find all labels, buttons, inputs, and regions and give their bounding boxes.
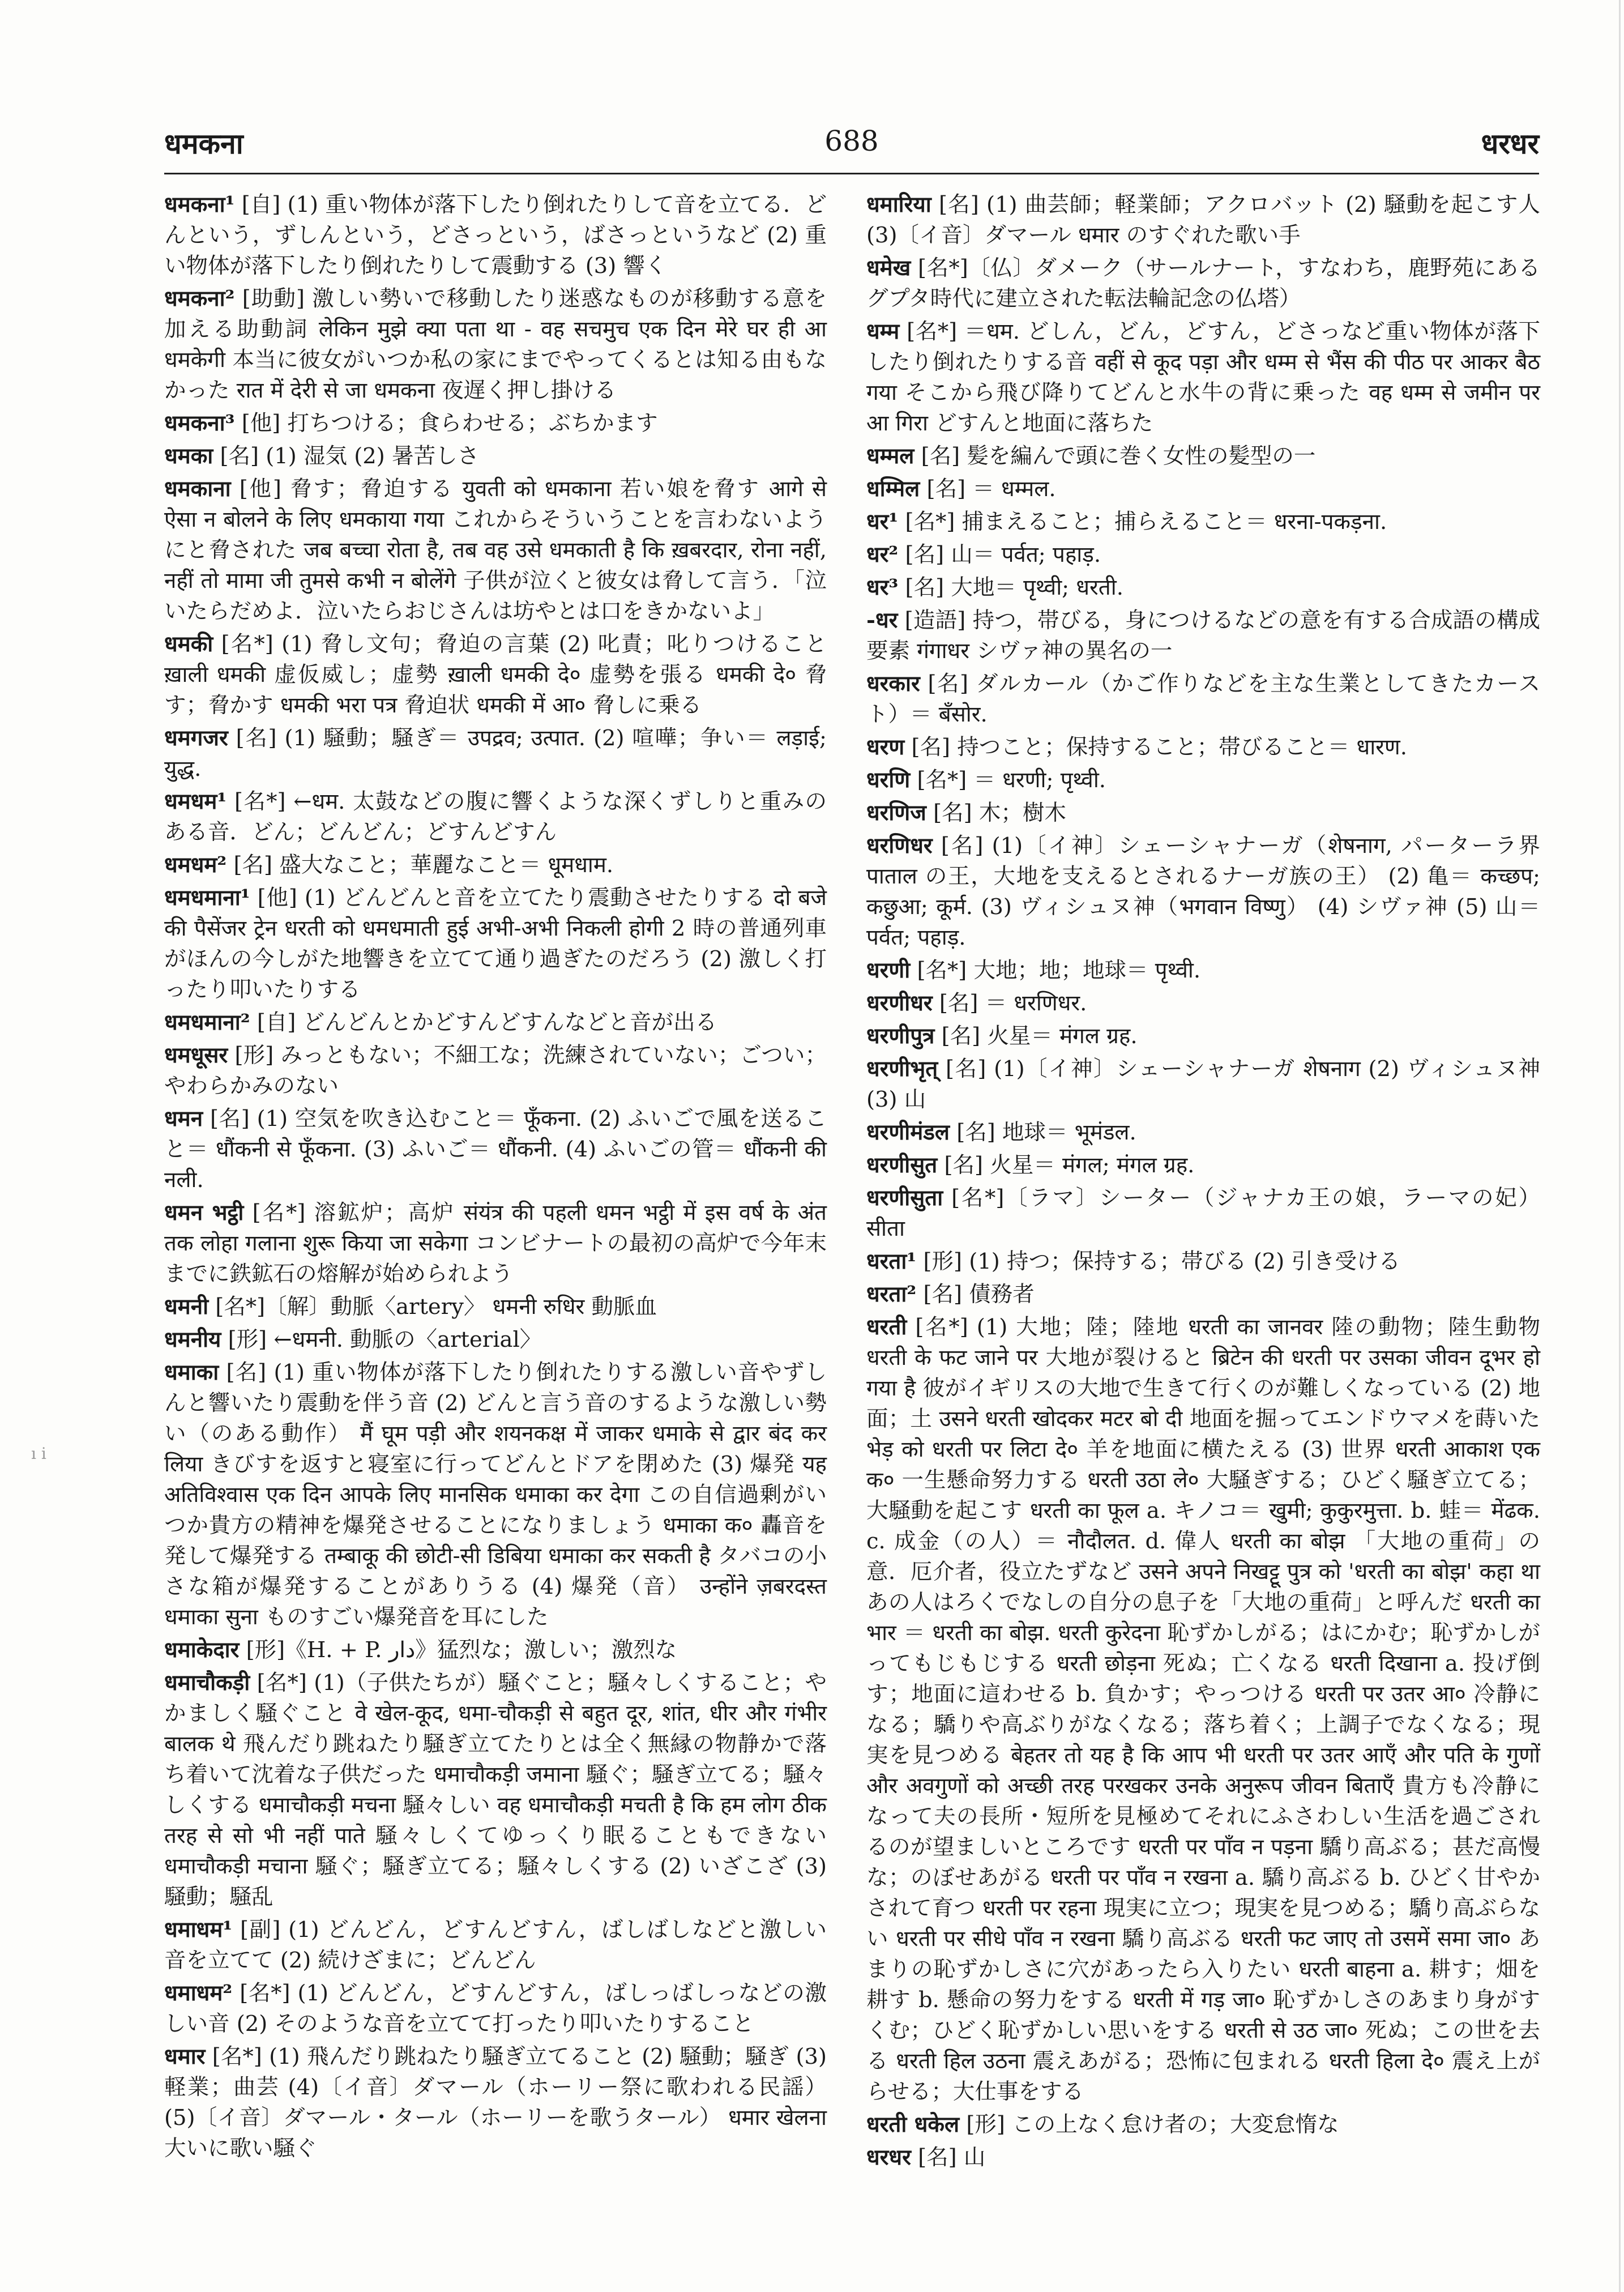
entry-headword: धम्मिल: [866, 476, 920, 502]
entry-definition: [形]《H. + P. دار》猛烈な；激しい；激烈な: [246, 1637, 677, 1663]
entry-definition: [名] (1) 重い物体が落下したり倒れたりする激しい音やずしんと響いたり震動を伴う音 (2) どんと言う音のするような激しい勢い（のある動作） मैं घूम पड़ी और शयनकक्ष में जाकर धमाके से द्वार बंद कर लिया きびすを返すと寝室に行ってどんとドアを閉めた (3) 爆発 यह अतिविश्वास एक दिन आपके लिए मानसिक धमाका कर देगा この自信過剰がいつか貴方の精神を爆発させることになりましょう धमाका क० 轟音を発して爆発する तम्बाकू की छोटी-सी डिबिया धमाका कर सकती है タバコの小さな箱が爆発することがありうる (4) 爆発（音） उन्होंने ज़बरदस्त धमाका सुना ものすごい爆発音を耳にした: [164, 1360, 827, 1630]
entry-definition: [名*] (1)（子供たちが）騒ぐこと；騒々しくすること；やかましく騒ぐこと वे खेल-कूद, धमा-चौकड़ी से बहुत दूर, शांत, धीर और गंभीर बालक थे 飛んだり跳ねたり騒ぎ立てたりとは全く無縁の物静かで落ち着いて沈着な子供だった धमाचौकड़ी जमाना 騒ぐ；騒ぎ立てる；騒々しくする धमाचौकड़ी मचना 騒々しい वह धमाचौकड़ी मचती है कि हम लोग ठीक तरह से सो भी नहीं पाते 騒々しくてゆっくり眠ることもできない धमाचौकड़ी मचाना 騒ぐ；騒ぎ立てる；騒々しくする (2) いざこざ (3) 騒動；騒乱: [164, 1670, 827, 1910]
entry-headword: धमकना³: [164, 411, 235, 436]
dictionary-entry: [164, 1635, 827, 1666]
entry-headword: धरणीसुता: [866, 1185, 943, 1211]
entry-definition: [名*] (1) 脅し文句；脅迫の言葉 (2) 叱責；叱りつけること ख़ाली धमकी 虚仮威し；虚勢 ख़ाली धमकी दे० 虚勢を張る धमकी दे० 脅す；脅かす धमकी भरा पत्र 脅迫状 धमकी में आ० 脅しに乗る: [164, 631, 827, 718]
dictionary-entry: [866, 669, 1540, 730]
left-column: [164, 190, 827, 2166]
entry-definition: [名] (1)〔イ神〕シェーシャナーガ（शेषनाग, パーターラ界 पाताल の王，大地を支えるとされるナーガ族の王） (2) 亀＝ कच्छप; कछुआ; कूर्म. (3) ヴィシュヌ神（भगवान विष्णु） (4) シヴァ神 (5) 山＝ पर्वत; पहाड़.: [866, 833, 1540, 950]
entry-definition: [名*]〔ラマ〕シーター（ジャナカ王の娘，ラーマの妃） सीता: [866, 1185, 1540, 1241]
entry-headword: धमधम¹: [164, 789, 227, 814]
entry-headword: धरणीधर: [866, 991, 933, 1016]
dictionary-entry: [866, 605, 1540, 667]
header-rule: [164, 173, 1539, 174]
dictionary-entry: [866, 2110, 1540, 2140]
dictionary-entry: [866, 2142, 1540, 2173]
dictionary-entry: [866, 190, 1540, 251]
dictionary-entry: [164, 441, 827, 472]
dictionary-entry: [866, 1312, 1540, 2107]
entry-headword: धर³: [866, 575, 899, 600]
entry-definition: [自] (1) 重い物体が落下したり倒れたりして音を立てる．どんという，ずしんという，どさっという，ばさっというなど (2) 重い物体が落下したり倒れたりして震動する (3) 響く: [164, 192, 827, 279]
entry-definition: [名] (1) 空気を吹き込むこと＝ फूँकना. (2) ふいごで風を送ること＝ धौंकनी से फूँकना. (3) ふいご＝ धौंकनी. (4) ふいごの管＝ धौंकनी की नली.: [164, 1106, 827, 1193]
entry-headword: धमाकेदार: [164, 1637, 240, 1663]
entry-definition: [名] 山: [918, 2145, 986, 2170]
entry-headword: धम्मल: [866, 443, 914, 469]
dictionary-entry: [866, 253, 1540, 314]
entry-definition: [名] 大地＝ पृथ्वी; धरती.: [905, 575, 1123, 600]
entry-headword: धमधम²: [164, 852, 227, 878]
dictionary-entry: [866, 1117, 1540, 1148]
entry-definition: [名] (1) 湿気 (2) 暑苦しさ: [220, 443, 480, 469]
page-edge: [1619, 0, 1621, 2292]
entry-definition: [他] 脅す；脅迫する युवती को धमकाना 若い娘を脅す आगे से ऐसा न बोलने के लिए धमकाया गया これからそういうことを言わないようにと脅された जब बच्चा रोता है, तब वह उसे धमकाती है कि ख़बरदार, रोना नहीं, नहीं तो मामा जी तुमसे कभी न बोलेंगे 子供が泣くと彼女は脅して言う．「泣いたらだめよ．泣いたらおじさんは坊やとは口をきかないよ」: [164, 476, 827, 624]
entry-definition: [名] 地球＝ भूमंडल.: [956, 1120, 1136, 1145]
dictionary-entry: [866, 1021, 1540, 1052]
dictionary-entry: [866, 732, 1540, 763]
dictionary-entry: [164, 1292, 827, 1322]
entry-definition: [名] (1)〔イ神〕シェーシャナーガ शेषनाग (2) ヴィシュヌ神 (3) 山: [866, 1056, 1540, 1112]
entry-headword: धमनीय: [164, 1327, 221, 1352]
entry-definition: [名*]〔仏〕ダメーク（サールナート，すなわち，鹿野苑にあるグプタ時代に建立された転法輪記念の仏塔）: [866, 255, 1540, 311]
entry-headword: धम्म: [866, 319, 900, 344]
dictionary-entry: [164, 787, 827, 848]
entry-headword: धमाका: [164, 1360, 219, 1385]
entry-definition: [名] 持つこと；保持すること；帯びること＝ धारण.: [911, 735, 1408, 760]
entry-definition: [名*] (1) どんどん，どすんどすん，ばしっばしっなどの激しい音 (2) そのような音を立てて打ったり叩いたりすること: [164, 1981, 827, 2037]
dictionary-entry: [866, 765, 1540, 796]
entry-headword: धमाचौकड़ी: [164, 1670, 250, 1696]
entry-definition: [形] この上なく怠け者の；大変怠惰な: [966, 2112, 1339, 2137]
entry-definition: [形] (1) 持つ；保持する；帯びる (2) 引き受ける: [923, 1249, 1401, 1274]
entry-headword: धमकना¹: [164, 192, 235, 217]
entry-definition: [造語] 持つ，帯びる，身につけるなどの意を有する合成語の構成要素 गंगाधर シヴァ神の異名の一: [866, 608, 1540, 664]
entry-headword: धर²: [866, 542, 899, 567]
entry-headword: धरती: [866, 1314, 907, 1340]
entry-headword: -धर: [866, 608, 898, 633]
entry-definition: [名] ＝ धम्मल.: [926, 476, 1056, 502]
entry-headword: धमधमाना²: [164, 1010, 250, 1035]
entry-definition: [名] ダルカール（かご作りなどを主な生業としてきたカースト）＝ बँसोर.: [866, 671, 1540, 727]
dictionary-entry: [164, 1008, 827, 1038]
entry-definition: [他] 打ちつける；食らわせる；ぶちかます: [241, 411, 658, 436]
entry-headword: धमारिया: [866, 192, 931, 217]
dictionary-entry: [164, 883, 827, 1005]
entry-definition: [名*] ＝धम. どしん，どん，どすん，どさっなど重い物体が落下したり倒れたりする音 वहीं से कूद पड़ा और धम्म से भैंस की पीठ पर आकर बैठ गया そこから飛び降りてどんと水牛の背に乗った वह धम्म से जमीन पर आ गिरा どすんと地面に落ちた: [866, 319, 1540, 436]
right-guideword: धरधर: [1481, 127, 1539, 160]
dictionary-entry: [866, 317, 1540, 439]
dictionary-entry: [866, 573, 1540, 603]
entry-definition: [名] (1) 曲芸師；軽業師；アクロバット (2) 騒動を起こす人 (3)〔イ音〕ダマール धमार のすぐれた歌い手: [866, 192, 1540, 248]
dictionary-entry: [164, 723, 827, 784]
entry-definition: [副] (1) どんどん，どすんどすん，ばしばしなどと激しい音を立てて (2) 続けざまに；どんどん: [164, 1917, 827, 1973]
dictionary-entry: [164, 2042, 827, 2164]
page-number: 688: [824, 125, 879, 157]
entry-headword: धमगजर: [164, 725, 228, 751]
entry-headword: धरता²: [866, 1282, 917, 1307]
entry-definition: [名*] 溶鉱炉；高炉 संयंत्र की पहली धमन भट्ठी में इस वर्ष के अंत तक लोहा गलाना शुरू किया जा सकेगा コンビナートの最初の高炉で今年末までに鉄鉱石の熔解が始められよう: [164, 1200, 827, 1287]
entry-definition: [名] 髪を編んで頭に巻く女性の髪型の一: [921, 443, 1316, 469]
dictionary-entry: [866, 798, 1540, 829]
left-guideword: धमकना: [164, 127, 243, 160]
dictionary-entry: [164, 1668, 827, 1913]
right-column: [866, 190, 1540, 2175]
dictionary-entry: [866, 507, 1540, 537]
entry-definition: [名*] (1) 大地；陸；陸地 धरती का जानवर 陸の動物；陸生動物 धरती के फट जाने पर 大地が裂けると ब्रिटेन की धरती पर उसका जीवन दूभर हो गया है 彼がイギリスの大地で生きて行くのが難しくなっている (2) 地面；土 उसने धरती खोदकर मटर बो दी 地面を掘ってエンドウマメを蒔いた भेड़ को धरती पर लिटा दे० 羊を地面に横たえる (3) 世界 धरती आकाश एक क० 一生懸命努力する धरती उठा ले० 大騒ぎする；ひどく騒ぎ立てる；大騒動を起こす धरती का फूल a. キノコ＝ खुमी; कुकुरमुत्ता. b. 蛙＝ मेंढक. c. 成金（の人）＝ नौदौलत. d. 偉人 धरती का बोझ 「大地の重荷」の意．厄介者，役立たずなど उसने अपने निखट्टू पुत्र को 'धरती का बोझ' कहा था あの人はろくでなしの自分の息子を「大地の重荷」と呼んだ धरती का भार ＝ धरती का बोझ. धरती कुरेदना 恥ずかしがる；はにかむ；恥ずかしがってもじもじする धरती छोड़ना 死ぬ；亡くなる धरती दिखाना a. 投げ倒す；地面に這わせる b. 負かす；やっつける धरती पर उतर आ० 冷静になる；驕りや高ぶりがなくなる；落ち着く；上調子でなくなる；現実を見つめる बेहतर तो यह है कि आप भी धरती पर उतर आएँ और पति के गुणों और अवगुणों को अच्छी तरह परखकर उनके अनुरूप जीवन बिताएँ 貴方も冷静になって夫の長所・短所を見極めてそれにふさわしい生活を過ごされるのが望ましいところです धरती पर पाँव न पड़ना 驕り高ぶる；甚だ高慢な；のぼせあがる धरती पर पाँव न रखना a. 驕り高ぶる b. ひどく甘やかされて育つ धरती पर रहना 現実に立つ；現実を見つめる；驕り高ぶらない धरती पर सीधे पाँव न रखना 驕り高ぶる धरती फट जाए तो उसमें समा जा० あまりの恥ずかしさに穴があったら入りたい धरती बाहना a. 耕す；畑を耕す b. 懸命の努力をする धरती में गड़ जा० 恥ずかしさのあまり身がすくむ；ひどく恥ずかしい思いをする धरती से उठ जा० 死ぬ；この世を去る धरती हिल उठना 震えあがる；恐怖に包まれる धरती हिला दे० 震え上がらせる；大仕事をする: [866, 1314, 1540, 2105]
dictionary-entry: [866, 955, 1540, 986]
entry-definition: [名*]〔解〕動脈〈artery〉 धमनी रुधिर 動脈血: [215, 1294, 657, 1320]
dictionary-entry: [866, 831, 1540, 953]
entry-headword: धरकार: [866, 671, 920, 697]
entry-definition: [名*] ＝ धरणी; पृथ्वी.: [917, 767, 1106, 793]
entry-definition: [名] 山＝ पर्वत; पहाड़.: [905, 542, 1101, 567]
entry-definition: [形] みっともない；不細工な；洗練されていない；ごつい；やわらかみのない: [164, 1043, 827, 1099]
dictionary-entry: [164, 190, 827, 281]
dictionary-entry: [164, 1358, 827, 1633]
dictionary-entry: [164, 1040, 827, 1102]
entry-headword: धमकाना: [164, 476, 231, 502]
entry-headword: धमका: [164, 443, 213, 469]
entry-definition: [形] ←धमनी. 動脈の〈arterial〉: [228, 1327, 542, 1352]
entry-headword: धरधर: [866, 2145, 911, 2170]
entry-headword: धमार: [164, 2044, 206, 2069]
entry-headword: धरणिज: [866, 800, 926, 826]
gutter-mark: ı i: [31, 1444, 46, 1463]
dictionary-entry: [866, 1150, 1540, 1181]
entry-headword: धरती धकेल: [866, 2112, 960, 2137]
entry-headword: धरण: [866, 735, 905, 760]
entry-definition: [名] 盛大なこと；華麗なこと＝ धूमधाम.: [233, 852, 614, 878]
dictionary-entry: [866, 441, 1540, 472]
entry-headword: धरणि: [866, 767, 911, 793]
dictionary-entry: [164, 1978, 827, 2039]
dictionary-entry: [866, 988, 1540, 1019]
entry-headword: धरता¹: [866, 1249, 917, 1274]
dictionary-entry: [164, 1198, 827, 1290]
dictionary-entry: [866, 1279, 1540, 1310]
dictionary-entry: [866, 1183, 1540, 1244]
entry-definition: [名] 木；樹木: [933, 800, 1066, 826]
entry-definition: [名*] 捕まえること；捕らえること＝ धरना-पकड़ना.: [905, 509, 1387, 535]
entry-definition: [名] 火星＝ मंगल ग्रह.: [941, 1023, 1138, 1049]
dictionary-entry: [866, 540, 1540, 570]
dictionary-entry: [164, 284, 827, 406]
dictionary-entry: [164, 408, 827, 439]
entry-headword: धमधमाना¹: [164, 885, 250, 911]
entry-headword: धमकना²: [164, 286, 235, 311]
dictionary-entry: [164, 629, 827, 721]
dictionary-entry: [866, 474, 1540, 505]
entry-headword: धरणीसुत: [866, 1153, 938, 1178]
entry-headword: धमकी: [164, 631, 213, 657]
entry-headword: धरणिधर: [866, 833, 933, 859]
dictionary-entry: [164, 1104, 827, 1196]
dictionary-entry: [164, 1915, 827, 1976]
entry-definition: [名] 火星＝ मंगल; मंगल ग्रह.: [944, 1153, 1195, 1178]
entry-headword: धरणीभृत्: [866, 1056, 938, 1082]
entry-definition: [自] どんどんとかどすんどすんなどと音が出る: [257, 1010, 717, 1035]
entry-definition: [名*] ←धम. 太鼓などの腹に響くような深くずしりと重みのある音．どん；どんどん；どすんどすん: [164, 789, 827, 845]
dictionary-entry: [164, 850, 827, 881]
entry-headword: धमाधम²: [164, 1981, 233, 2006]
entry-definition: [名] (1) 騒動；騒ぎ＝ उपद्रव; उत्पात. (2) 喧嘩；争い＝ लड़ाई; युद्ध.: [164, 725, 827, 782]
dictionary-entry: [164, 1325, 827, 1355]
entry-definition: [他] (1) どんどんと音を立てたり震動させたりする दो बजे की पैसेंजर ट्रेन धरती को धमधमाती हुई अभी-अभी निकली होगी 2 時の普通列車がほんの今しがた地響きを立てて通り過ぎたのだろう (2) 激しく打ったり叩いたりする: [164, 885, 827, 1002]
entry-headword: धमन: [164, 1106, 203, 1132]
dictionary-entry: [866, 1247, 1540, 1277]
entry-headword: धमाधम¹: [164, 1917, 233, 1943]
entry-definition: [名*] 大地；地；地球＝ पृथ्वी.: [917, 958, 1201, 983]
entry-definition: [助動] 激しい勢いで移動したり迷惑なものが移動する意を加える助動詞 लेकिन मुझे क्या पता था - वह सचमुच एक दिन मेरे घर ही आ धमकेगी 本当に彼女がいつか私の家にまでやってくるとは知る由もなかった रात में देरी से जा धमकना 夜遅く押し掛ける: [164, 286, 827, 403]
entry-definition: [名*] (1) 飛んだり跳ねたり騒ぎ立てること (2) 騒動；騒ぎ (3) 軽業；曲芸 (4)〔イ音〕ダマール（ホーリー祭に歌われる民謡） (5)〔イ音〕ダマール・タール（ホーリーを歌うタール） धमार खेलना 大いに歌い騒ぐ: [164, 2044, 827, 2161]
entry-headword: धमन भट्ठी: [164, 1200, 244, 1226]
page-header: [164, 123, 1539, 169]
entry-headword: धमेख: [866, 255, 911, 281]
entry-headword: धमनी: [164, 1294, 209, 1320]
entry-headword: धरणीपुत्र: [866, 1023, 935, 1049]
entry-headword: धर¹: [866, 509, 899, 535]
entry-headword: धरणी: [866, 958, 911, 983]
dictionary-entry: [164, 474, 827, 627]
entry-definition: [名] 債務者: [923, 1282, 1035, 1307]
entry-definition: [名] ＝ धरणिधर.: [939, 991, 1087, 1016]
dictionary-entry: [866, 1054, 1540, 1115]
entry-headword: धरणीमंडल: [866, 1120, 950, 1145]
entry-headword: धमधूसर: [164, 1043, 228, 1068]
